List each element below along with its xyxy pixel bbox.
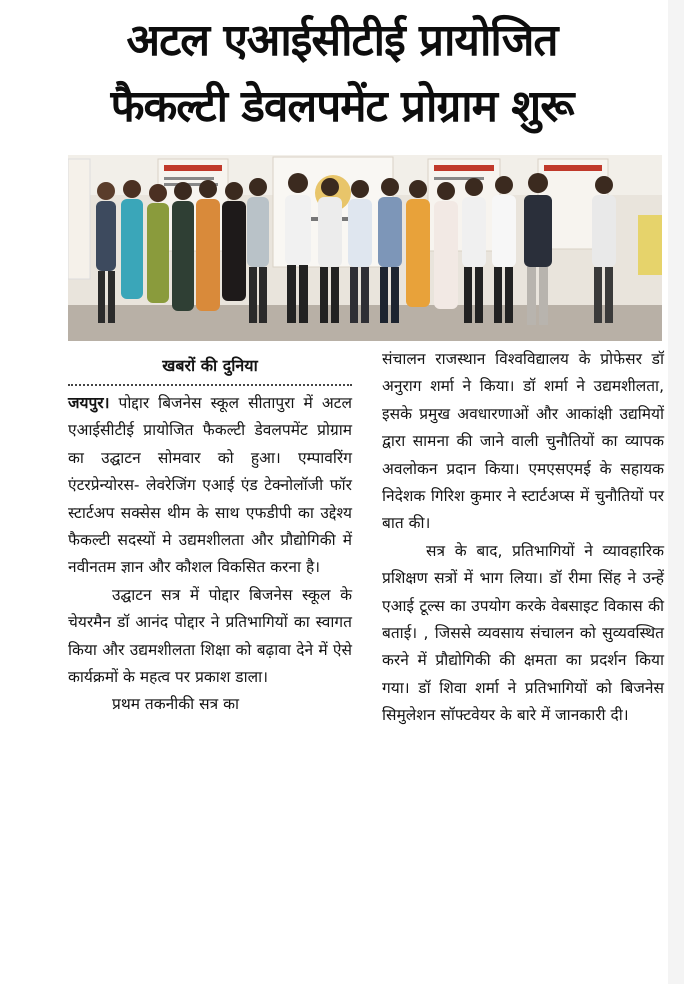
article-paragraph-1 [68, 390, 352, 582]
paragraph-1-text: पोद्दार बिजनेस स्कूल सीतापुरा में अटल एआईसीटीई प्रायोजित फैकल्टी डेवलपमेंट प्रोग्राम का उद्घाटन सोमवार को हुआ। एम्पावरिंग एंटरप्रेन्योरस- लेवरेजिंग एआई एंड टेक्नोलॉजी फॉर स्टार्टअप सक्सेस थीम के साथ एफडीपी का उद्देश्य फैकल्टी सदस्यों मे उद्यमशीलता और प्रौद्योगिकी में नवीनतम ज्ञान और कौशल विकसित करना है। [68, 394, 352, 577]
headline-line-1: अटल एआईसीटीई प्रायोजित [126, 15, 558, 66]
article-column-right [382, 346, 664, 730]
article-paragraph-3: प्रथम तकनीकी सत्र का [112, 695, 240, 714]
dateline: जयपुर। [68, 394, 110, 412]
article-column-left [68, 352, 352, 719]
headline-line-2: फैकल्टी डेवलपमेंट प्रोग्राम शुरू [110, 81, 574, 132]
group-photo [68, 155, 662, 341]
column-kicker: खबरों की दुनिया [68, 352, 352, 386]
article-paragraph-4: संचालन राजस्थान विश्वविद्यालय के प्रोफेसर डॉ अनुराग शर्मा ने किया। डॉ शर्मा ने उद्यमशीलता, इसके प्रमुख अवधारणाओं और आकांक्षी उद्यमियों द्वारा सामना की जाने वाली चुनौतियों का व्यापक अवलोकन प्रदान किया। एमएसएमई के सहायक निदेशक गिरिश कुमार ने स्टार्टअप्स में चुनौतियों पर बात की। [382, 350, 664, 533]
page-edge [668, 0, 684, 984]
article-paragraph-5: सत्र के बाद, प्रतिभागियों ने व्यावहारिक प्रशिक्षण सत्रों में भाग लिया। डॉ रीमा सिंह ने उन्हें एआई टूल्स का उपयोग करके वेबसाइट विकास की बताई। , जिससे व्यवसाय संचालन को सुव्यवस्थित करने में प्रौद्योगिकी की क्षमता का प्रदर्शन किया गया। डॉ शिवा शर्मा ने प्रतिभागियों को बिजनेस सिमुलेशन सॉफ्टवेयर के बारे में जानकारी दी। [382, 541, 664, 725]
headline [0, 8, 684, 140]
article-paragraph-2: उद्घाटन सत्र में पोद्दार बिजनेस स्कूल के चेयरमैन डॉ आनंद पोद्दार ने प्रतिभागियों का स्वागत किया और उद्यमशीलता शिक्षा को बढ़ावा देने में ऐसे कार्यक्रमों के महत्व पर प्रकाश डाला। [68, 585, 352, 687]
